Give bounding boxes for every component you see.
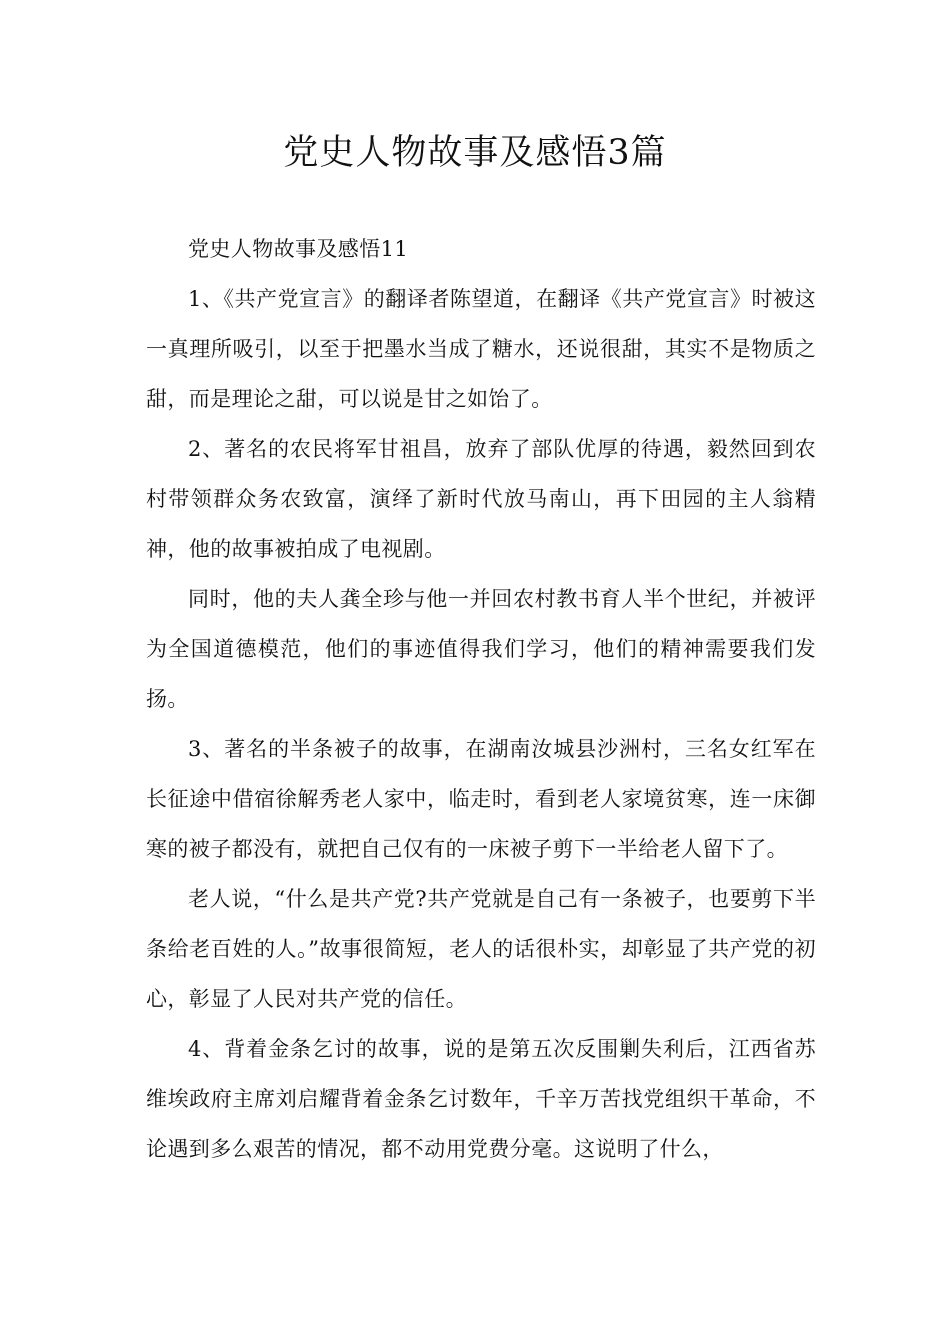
paragraph-2: 2、著名的农民将军甘祖昌，放弃了部队优厚的待遇，毅然回到农村带领群众务农致富，演绎了新时代放马南山，再下田园的主人翁精神，他的故事被拍成了电视剧。 <box>146 437 816 561</box>
paragraph-5: 老人说，“什么是共产党?共产党就是自己有一条被子，也要剪下半条给老百姓的人。”故事很简短，老人的话很朴实，却彰显了共产党的初心，彰显了人民对共产党的信任。 <box>146 887 816 1011</box>
paragraph-subtitle: 党史人物故事及感悟11 <box>188 237 409 261</box>
document-body <box>146 224 816 1174</box>
paragraph-4: 3、著名的半条被子的故事，在湖南汝城县沙洲村，三名女红军在长征途中借宿徐解秀老人家中，临走时，看到老人家境贫寒，连一床御寒的被子都没有，就把自己仅有的一床被子剪下一半给老人留下了。 <box>146 737 816 861</box>
document-title: 党史人物故事及感悟3篇 <box>283 133 667 173</box>
paragraph-3: 同时，他的夫人龚全珍与他一并回农村教书育人半个世纪，并被评为全国道德模范，他们的事迹值得我们学习，他们的精神需要我们发扬。 <box>146 587 816 711</box>
paragraph-6: 4、背着金条乞讨的故事，说的是第五次反围剿失利后，江西省苏维埃政府主席刘启耀背着金条乞讨数年，千辛万苦找党组织干革命，不论遇到多么艰苦的情况，都不动用党费分毫。这说明了什么， <box>146 1037 816 1161</box>
paragraph-1: 1、《共产党宣言》的翻译者陈望道，在翻译《共产党宣言》时被这一真理所吸引，以至于把墨水当成了糖水，还说很甜，其实不是物质之甜，而是理论之甜，可以说是甘之如饴了。 <box>146 287 816 411</box>
